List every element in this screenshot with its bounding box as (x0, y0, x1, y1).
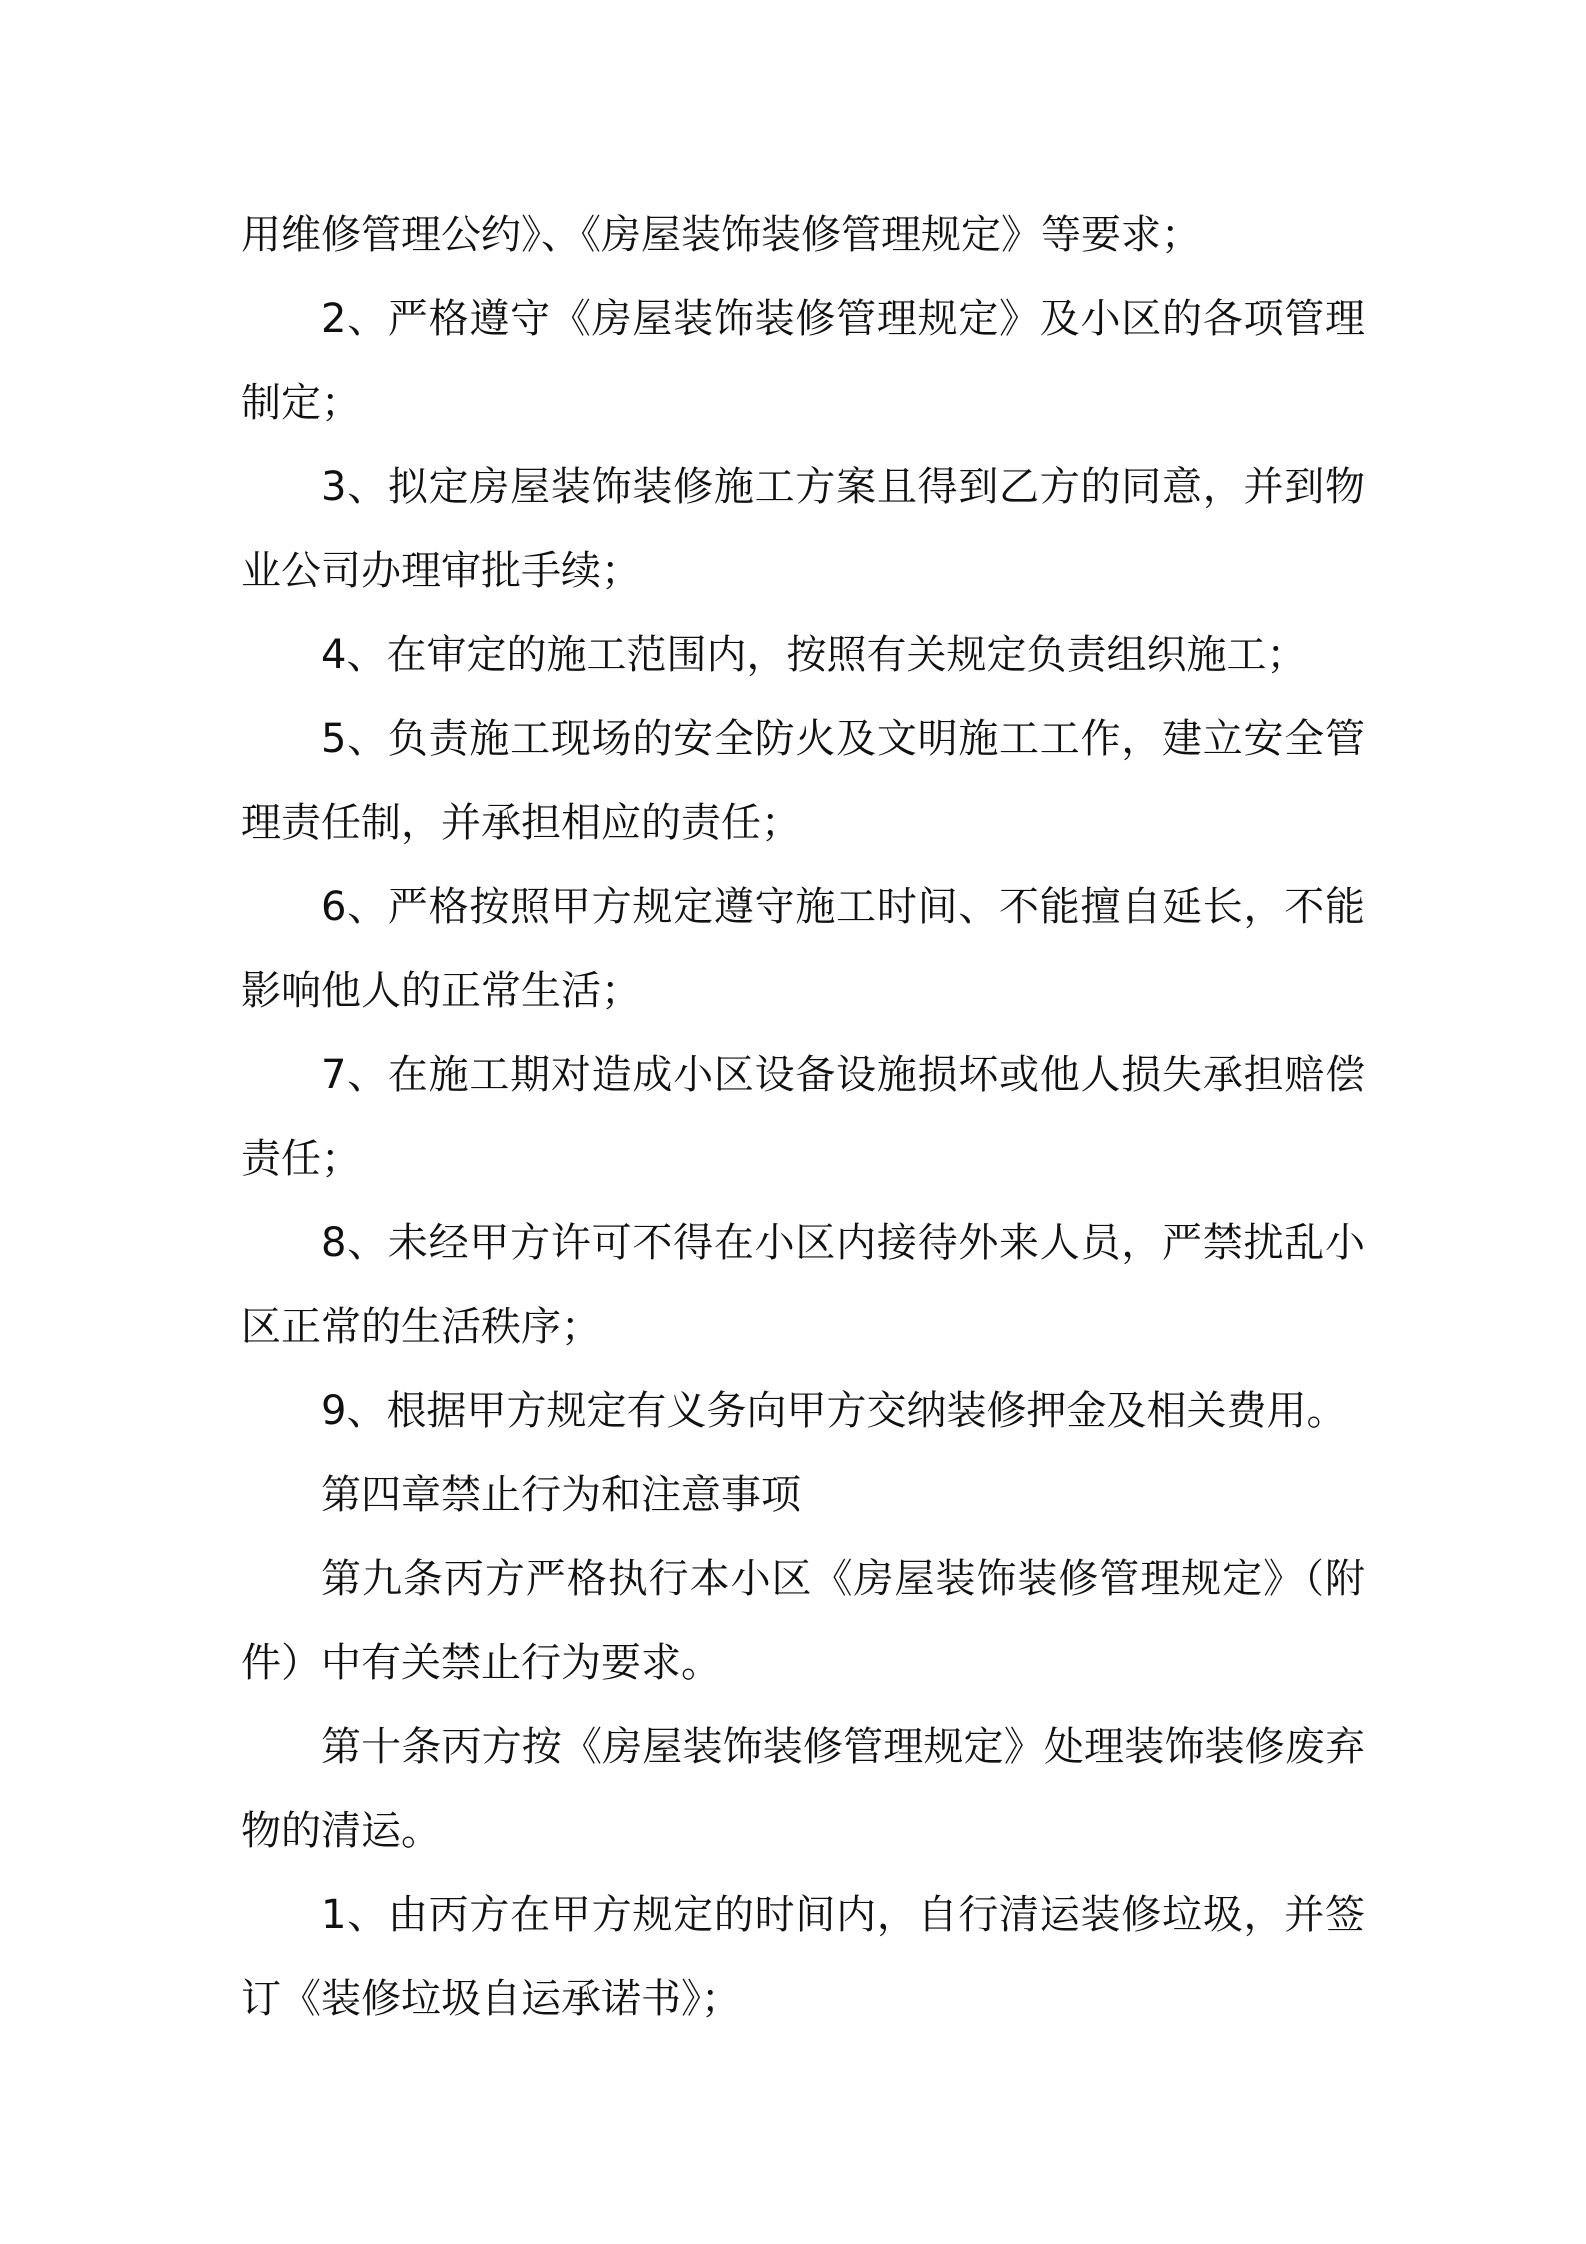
paragraph-item-6: 6、严格按照甲方规定遵守施工时间、不能擅自延长，不能影响他人的正常生活； (241, 884, 1365, 1014)
paragraph-item-5: 5、负责施工现场的安全防火及文明施工工作，建立安全管理责任制，并承担相应的责任； (241, 716, 1365, 846)
paragraph-item-4: 4、在审定的施工范围内，按照有关规定负责组织施工； (321, 632, 1307, 678)
article-ten: 第十条丙方按《房屋装饰装修管理规定》处理装饰装修废弃物的清运。 (241, 1724, 1365, 1854)
paragraph-item-7: 7、在施工期对造成小区设备设施损坏或他人损失承担赔偿责任； (241, 1052, 1365, 1182)
chapter-heading: 第四章禁止行为和注意事项 (321, 1472, 801, 1518)
paragraph-item-9: 9、根据甲方规定有义务向甲方交纳装修押金及相关费用。 (321, 1388, 1347, 1434)
paragraph-item-2: 2、严格遵守《房屋装饰装修管理规定》及小区的各项管理制定； (241, 296, 1365, 426)
paragraph-item-8: 8、未经甲方许可不得在小区内接待外来人员，严禁扰乱小区正常的生活秩序； (241, 1220, 1365, 1350)
document-body (241, 193, 1365, 2041)
paragraph-article-ten-item-1: 1、由丙方在甲方规定的时间内，自行清运装修垃圾，并签订《装修垃圾自运承诺书》； (241, 1892, 1365, 2022)
paragraph-continuation: 用维修管理公约》、《房屋装饰装修管理规定》等要求； (241, 212, 1201, 258)
paragraph-item-3: 3、拟定房屋装饰装修施工方案且得到乙方的同意，并到物业公司办理审批手续； (241, 464, 1365, 594)
article-nine: 第九条丙方严格执行本小区《房屋装饰装修管理规定》（附件）中有关禁止行为要求。 (241, 1556, 1365, 1686)
